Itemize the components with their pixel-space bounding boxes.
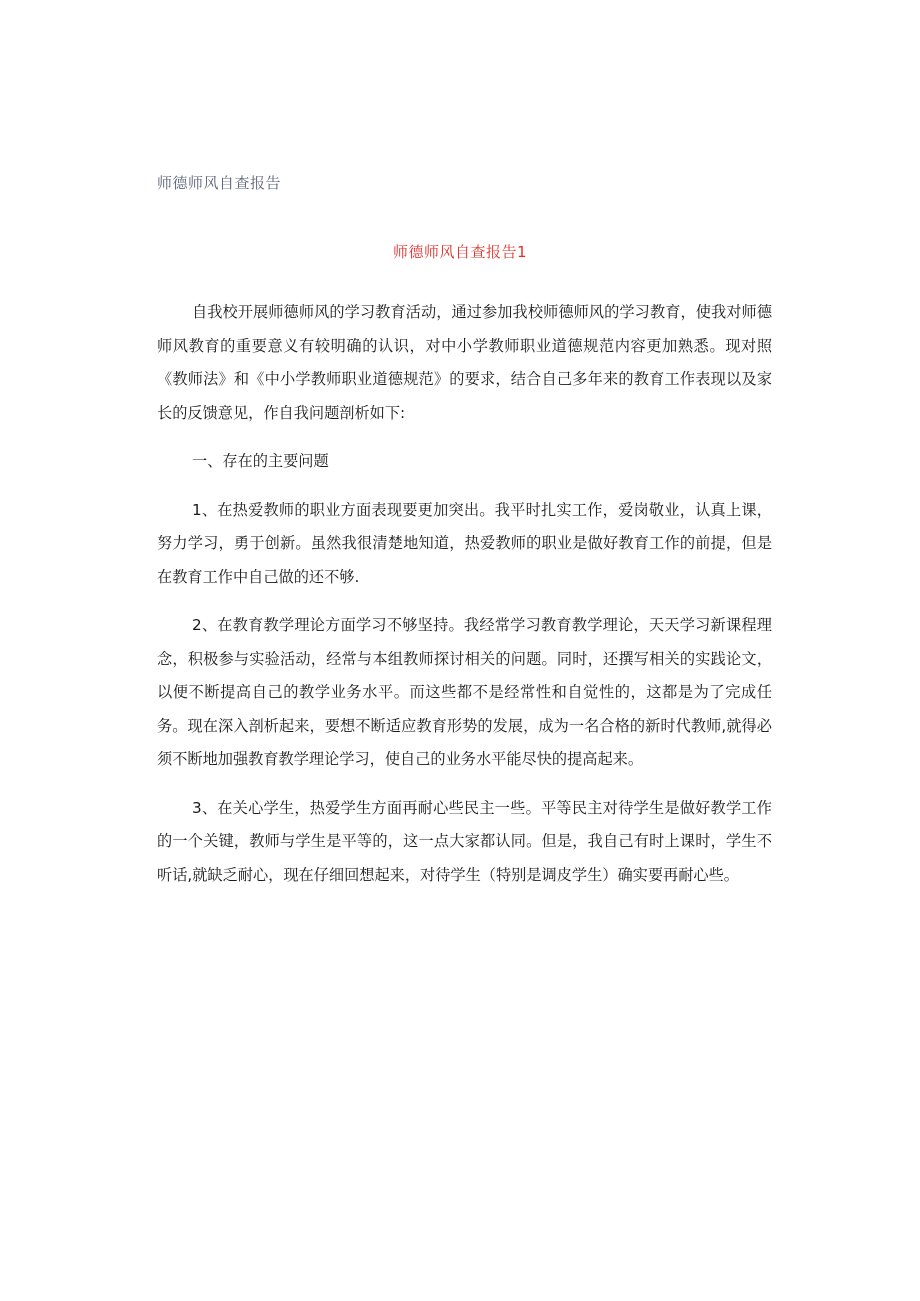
section-heading: 一、存在的主要问题 bbox=[191, 452, 329, 470]
document-title: 师德师风自查报告1 bbox=[392, 243, 528, 261]
intro-paragraph: 自我校开展师德师风的学习教育活动，通过参加我校师德师风的学习教育，使我对师德师风教育的重要意义有较明确的认识，对中小学教师职业道德规范内容更加熟悉。现对照《教师法》和《中小学教师职业道德规范》的要求，结合自己多年来的教育工作表现以及家长的反馈意见，作自我问题剖析如下: bbox=[157, 303, 772, 422]
problem-paragraph-2: 2、在教育教学理论方面学习不够坚持。我经常学习教育教学理论，天天学习新课程理念，积极参与实验活动，经常与本组教师探讨相关的问题。同时，还撰写相关的实践论文，以便不断提高自己的教学业务水平。而这些都不是经常性和自觉性的，这都是为了完成任务。现在深入剖析起来，要想不断适应教育形势的发展，成为一名合格的新时代教师,就得必须不断地加强教育教学理论学习，使自己的业务水平能尽快的提高起来。 bbox=[157, 616, 772, 768]
problem-paragraph-1: 1、在热爱教师的职业方面表现要更加突出。我平时扎实工作，爱岗敬业，认真上课，努力学习，勇于创新。虽然我很清楚地知道，热爱教师的职业是做好教育工作的前提，但是在教育工作中自己做的还不够. bbox=[157, 500, 772, 586]
problem-paragraph-3: 3、在关心学生，热爱学生方面再耐心些民主一些。平等民主对待学生是做好教学工作的一个关键，教师与学生是平等的，这一点大家都认同。但是，我自己有时上课时，学生不听话,就缺乏耐心，现在仔细回想起来，对待学生（特别是调皮学生）确实要再耐心些。 bbox=[157, 798, 772, 884]
document-header: 师德师风自查报告 bbox=[157, 174, 282, 192]
document-body bbox=[157, 296, 772, 907]
